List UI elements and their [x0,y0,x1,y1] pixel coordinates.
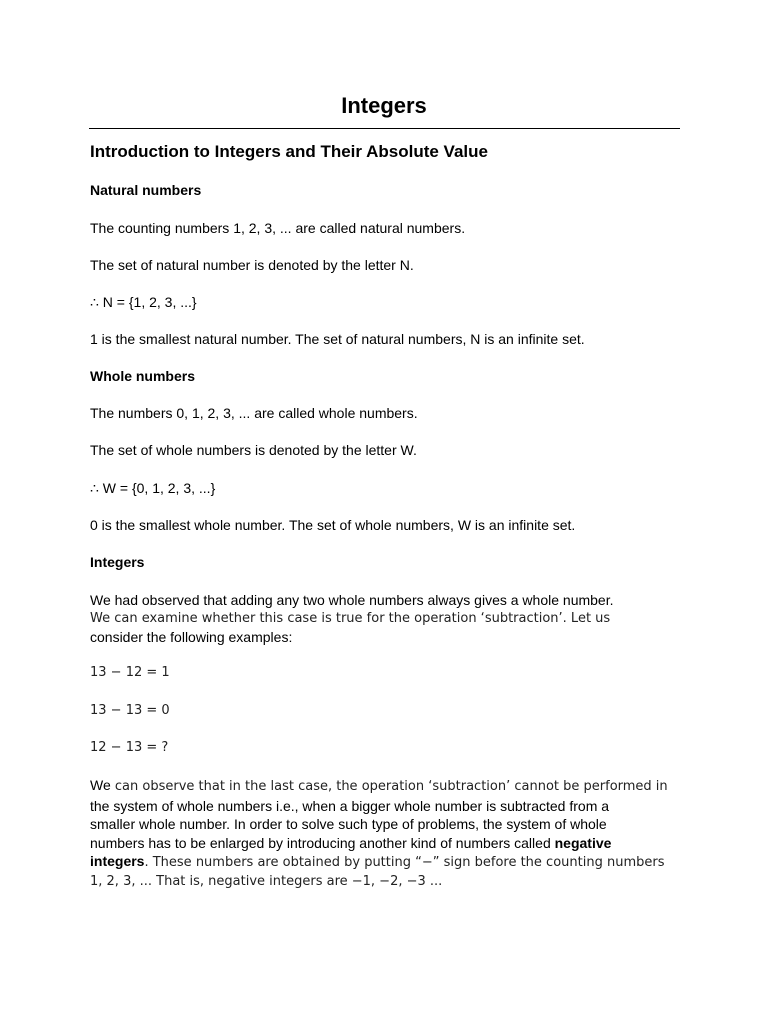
example-3: 12 − 13 = ? [90,740,169,755]
observation-line [90,834,690,853]
observation-line [90,852,690,873]
observation-text: can observe that in the last case, the operation ‘subtraction’ cannot be performed in [110,779,668,794]
integers-intro-paragraph [90,591,690,647]
observation-line: the system of whole numbers i.e., when a bigger whole number is subtracted from a [90,797,610,814]
observation-line: 1, 2, 3, ... That is, negative integers are −1, −2, −3 ... [90,873,443,889]
whole-p1: The numbers 0, 1, 2, 3, ... are called whole numbers. [90,405,418,421]
natural-p4: 1 is the smallest natural number. The set of natural numbers, N is an infinite set. [90,331,585,347]
example-2: 13 − 13 = 0 [90,703,170,718]
observation-paragraph [90,776,690,891]
integers-heading: Integers [90,554,145,570]
observation-text: numbers has to be enlarged by introducing another kind of numbers called [90,834,555,851]
example-1: 13 − 12 = 1 [90,665,170,680]
intro-line: consider the following examples: [90,629,293,645]
whole-numbers-heading: Whole numbers [90,368,196,384]
natural-p1: The counting numbers 1, 2, 3, ... are called natural numbers. [90,220,466,236]
page-title: Integers [341,93,427,118]
negative-term: negative [554,834,612,851]
observation-we: We [90,777,111,793]
whole-set: ∴ W = {0, 1, 2, 3, ...} [90,480,216,496]
natural-numbers-heading: Natural numbers [90,182,202,198]
intro-line: We can examine whether this case is true for the operation ‘subtraction’. Let us [90,610,611,626]
observation-line [90,776,690,797]
natural-p2: The set of natural number is denoted by the letter N. [90,257,414,273]
integers-term: integers [90,853,145,869]
observation-line: smaller whole number. In order to solve such type of problems, the system of whole [90,816,607,832]
whole-p4: 0 is the smallest whole number. The set of whole numbers, W is an infinite set. [90,517,576,533]
intro-line: We had observed that adding any two whole numbers always gives a whole number. [90,592,614,608]
observation-text: . These numbers are obtained by putting “−” sign before the counting numbers [144,855,665,870]
whole-p2: The set of whole numbers is denoted by the letter W. [90,442,417,458]
section-heading: Introduction to Integers and Their Absolute Value [90,142,488,161]
title-divider [89,128,680,129]
natural-set: ∴ N = {1, 2, 3, ...} [90,294,197,310]
